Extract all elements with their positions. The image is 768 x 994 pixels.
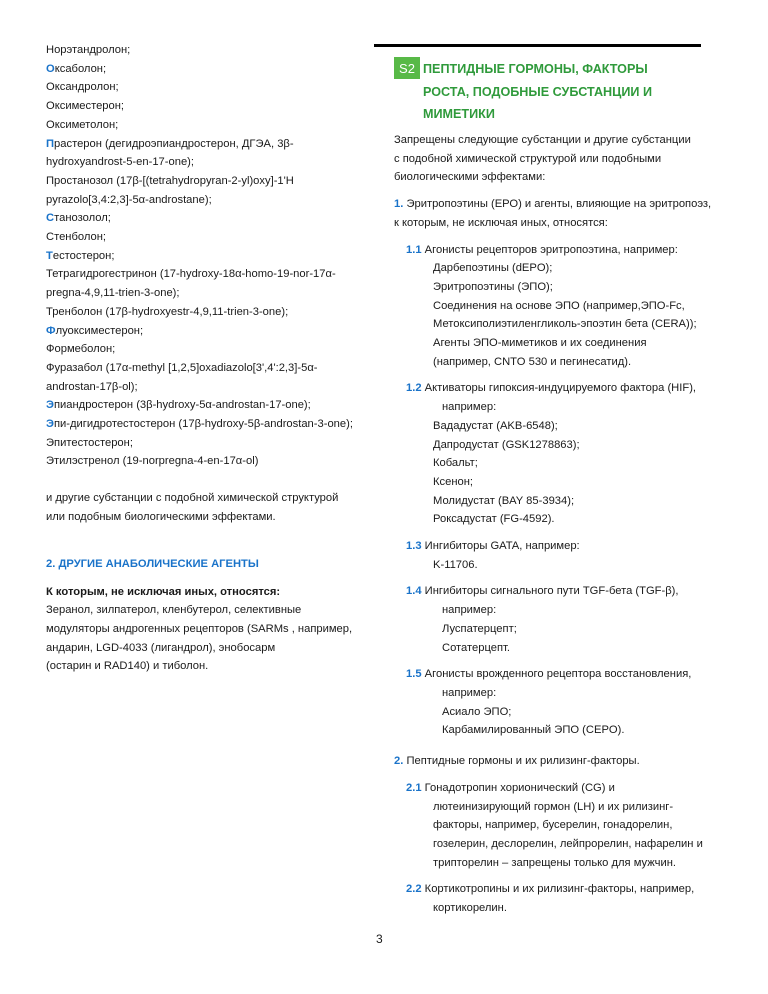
- subsection-heading: Агонисты рецепторов эритропоэтина, например:: [421, 243, 678, 256]
- section-2-line: модуляторы андрогенных рецепторов (SARMs , например,: [46, 622, 353, 635]
- substance-text: растерон (дегидроэпиандростерон, ДГЭА, 3β-: [54, 137, 294, 150]
- s2-title: [423, 58, 713, 126]
- subsection-s22: [394, 880, 724, 917]
- subsection-s11: [394, 241, 724, 372]
- p1-text: Эритропоэтины (ЕРО) и агенты, влияющие на эритропоэз,: [403, 198, 712, 211]
- substance-line: [46, 415, 376, 434]
- initial-letter: Э: [46, 418, 54, 431]
- subsection-item: Эритропоэтины (ЭПО);: [433, 280, 553, 293]
- subsection-item: Соединения на основе ЭПО (например,ЭПО-Fc,: [433, 299, 685, 312]
- subsection-heading: Кортикотропины и их рилизинг-факторы, например,: [421, 883, 695, 896]
- substance-text: Формеболон;: [46, 343, 116, 356]
- p2-number: 2.: [394, 755, 404, 768]
- section-top-rule: [374, 44, 701, 47]
- subsection-item: Кобальт;: [433, 457, 478, 470]
- substance-text: Этилэстренол (19-norpregna-4-en-17α-ol): [46, 455, 259, 468]
- subsection-s21: [394, 779, 724, 873]
- s2-title-line: МИМЕТИКИ: [423, 107, 495, 121]
- subsection-heading: Гонадотропин хорионический (CG) и: [421, 781, 615, 794]
- substance-line: [46, 172, 376, 191]
- closing-line-2: или подобным биологическими эффектами.: [46, 510, 276, 523]
- right-column: [394, 131, 724, 918]
- subsection-s12: [394, 379, 724, 529]
- subsection-item: Сотатерцепт.: [442, 641, 511, 654]
- substance-line: [46, 209, 376, 228]
- substance-text: pyrazolo[3,4:2,3]-5α-androstane);: [46, 193, 212, 206]
- subsection-number: 1.1: [406, 243, 422, 256]
- left-column: [46, 41, 376, 676]
- subsection-item: лютеинизирующий гормон (LH) и их рилизинг-: [433, 800, 674, 813]
- intro-line: с подобной химической структурой или подобными: [394, 152, 662, 165]
- subsection-item: K-11706.: [433, 558, 478, 571]
- substance-text: Норэтандролон;: [46, 44, 131, 56]
- subsection-s15: [394, 665, 724, 740]
- subsection-head: [406, 582, 724, 601]
- substance-text: Стенболон;: [46, 231, 107, 244]
- subsection-head: [406, 379, 724, 398]
- substance-line: [46, 135, 376, 154]
- substance-text: Эпитестостерон;: [46, 436, 133, 449]
- section-2-line: Зеранол, зилпатерол, кленбутерол, селективные: [46, 604, 302, 617]
- substance-text: пи-дигидротестостерон (17β-hydroxy-5β-androstan-3-one);: [53, 418, 353, 431]
- substance-text: pregna-4,9,11-trien-3-one);: [46, 287, 180, 300]
- subsection-item: Роксадустат (FG-4592).: [433, 513, 555, 526]
- intro-line: биологическими эффектами:: [394, 171, 546, 184]
- subsection-item: Карбамилированный ЭПО (CEPO).: [442, 724, 625, 737]
- intro-line: Запрещены следующие субстанции и другие субстанции: [394, 134, 691, 146]
- subsection-heading: Ингибиторы сигнального пути TGF-бета (TGF-β),: [421, 585, 679, 598]
- substance-text: Простанозол (17β-[(tetrahydropyran-2-yl)oxy]-1'H: [46, 174, 294, 187]
- initial-letter: Э: [46, 399, 54, 412]
- substance-line: [46, 396, 376, 415]
- substance-text: Тренболон (17β-hydroxyestr-4,9,11-trien-3-one);: [46, 305, 289, 318]
- substance-text: Оксиместерон;: [46, 100, 125, 113]
- subsection-item: кортикорелин.: [433, 902, 507, 915]
- subsection-item: Дапродустат (GSK1278863);: [433, 438, 580, 451]
- substance-line: [46, 97, 376, 116]
- subsection-head: [406, 241, 724, 260]
- section-2-lead: К которым, не исключая иных, относятся:: [46, 585, 281, 598]
- initial-letter: П: [46, 137, 55, 150]
- subsection-number: 1.2: [406, 382, 422, 395]
- section-2-line: андарин, LGD-4033 (лигандрол), энобосарм: [46, 641, 276, 654]
- initial-letter: С: [46, 212, 55, 225]
- subsection-head: [406, 537, 724, 556]
- paragraph-1: [394, 195, 724, 232]
- subsection-item: например:: [442, 686, 497, 699]
- initial-letter: Ф: [46, 324, 56, 337]
- subsection-item: Вададустат (AKB-6548);: [433, 419, 558, 432]
- subsection-item: Метоксиполиэтиленгликоль-эпоэтин бета (CERA));: [433, 318, 697, 331]
- p1-text: к которым, не исключая иных, относятся:: [394, 216, 608, 229]
- section-2-line: (остарин и RAD140) и тиболон.: [46, 660, 209, 673]
- subsection-item: факторы, например, бусерелин, гонадорелин,: [433, 819, 673, 832]
- substance-line: [46, 452, 376, 471]
- s2-badge: S2: [394, 57, 420, 79]
- substance-line: [46, 41, 376, 60]
- substance-text: пиандростерон (3β-hydroxy-5α-androstan-17-one);: [53, 399, 311, 412]
- substance-line: [46, 303, 376, 322]
- subsection-item: Молидустат (BAY 85-3934);: [433, 494, 575, 507]
- paragraph-2: [394, 752, 724, 771]
- subsection-heading: Активаторы гипоксия-индуцируемого фактора (HIF),: [421, 382, 697, 395]
- substance-line: [46, 116, 376, 135]
- subsection-number: 2.2: [406, 883, 422, 896]
- substance-line: [46, 265, 376, 284]
- subsection-number: 1.4: [406, 585, 422, 598]
- substance-line: [46, 78, 376, 97]
- subsection-heading: Ингибиторы GATA, например:: [421, 540, 580, 553]
- subsection-number: 2.1: [406, 781, 422, 794]
- substance-line: [46, 434, 376, 453]
- substance-line: [46, 322, 376, 341]
- subsection-head: [406, 880, 724, 899]
- p2-text: Пептидные гормоны и их рилизинг-факторы.: [403, 755, 640, 768]
- substance-line: [46, 60, 376, 79]
- substance-text: луоксиместерон;: [55, 324, 144, 337]
- subsection-item: например:: [442, 401, 497, 414]
- subsection-s14: [394, 582, 724, 657]
- subsection-heading: Агонисты врожденного рецептора восстановления,: [421, 668, 692, 681]
- substance-text: ксаболон;: [54, 62, 107, 75]
- substance-line: [46, 359, 376, 378]
- subsection-item: (например, CNTO 530 и пегинесатид).: [433, 355, 632, 368]
- subsection-head: [406, 665, 724, 684]
- page-number: 3: [376, 932, 383, 946]
- substance-text: Тетрагидрогестринон (17-hydroxy-18α-homo-19-nor-17α-: [46, 268, 336, 281]
- substance-text: естостерон;: [52, 249, 115, 262]
- subsection-item: Дарбепоэтины (dEPO);: [433, 262, 553, 275]
- s2-title-line: РОСТА, ПОДОБНЫЕ СУБСТАНЦИИ И: [423, 84, 652, 99]
- substance-list: [46, 41, 376, 471]
- subsection-item: Агенты ЭПО-миметиков и их соединения: [433, 337, 647, 350]
- subsection-head: [406, 779, 724, 798]
- subsection-item: Асиало ЭПО;: [442, 705, 512, 718]
- subsection-s13: [394, 537, 724, 574]
- subsection-number: 1.5: [406, 668, 422, 681]
- substance-text: Оксиметолон;: [46, 118, 119, 131]
- subsection-item: трипторелин – запрещены только для мужчин.: [433, 856, 676, 869]
- substance-text: Фуразабол (17α-methyl [1,2,5]oxadiazolo[3',4':2,3]-5α-: [46, 361, 318, 374]
- substance-line: [46, 247, 376, 266]
- substance-line: [46, 284, 376, 303]
- section-2-title: 2. ДРУГИЕ АНАБОЛИЧЕСКИЕ АГЕНТЫ: [46, 557, 259, 570]
- substance-line: [46, 378, 376, 397]
- subsection-item: гозелерин, деслорелин, лейпрорелин, нафарелин и: [433, 837, 703, 850]
- p1-number: 1.: [394, 198, 404, 211]
- substance-line: [46, 340, 376, 359]
- substance-text: танозолол;: [54, 212, 111, 225]
- initial-letter: О: [46, 62, 55, 75]
- closing-line-1: и другие субстанции с подобной химической структурой: [46, 492, 339, 505]
- initial-letter: Т: [46, 249, 53, 262]
- s2-title-line: ПЕПТИДНЫЕ ГОРМОНЫ, ФАКТОРЫ: [423, 62, 648, 76]
- substance-text: hydroxyandrost-5-en-17-one);: [46, 156, 194, 169]
- substance-line: [46, 191, 376, 210]
- substance-text: Оксандролон;: [46, 81, 119, 94]
- substance-line: [46, 228, 376, 247]
- subsection-item: Ксенон;: [433, 475, 474, 488]
- subsection-item: Луспатерцепт;: [442, 622, 517, 635]
- substance-text: androstan-17β-ol);: [46, 380, 138, 393]
- subsection-number: 1.3: [406, 540, 422, 553]
- subsections: [394, 241, 724, 918]
- subsection-item: например:: [442, 604, 497, 617]
- substance-line: [46, 153, 376, 172]
